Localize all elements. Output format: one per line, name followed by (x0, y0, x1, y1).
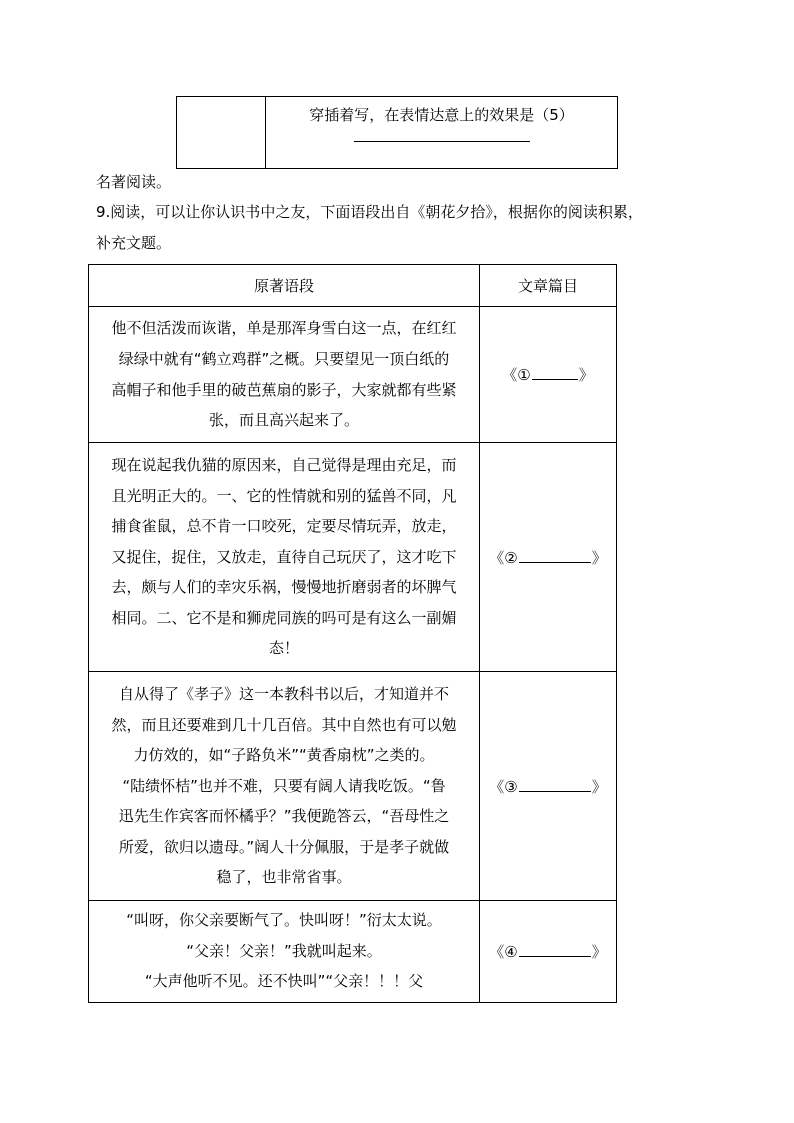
answer-blank[interactable] (519, 942, 591, 957)
excerpt-line: 现在说起我仇猫的原因来，自己觉得是理由充足，而 (111, 455, 457, 474)
title-cell (480, 307, 617, 443)
table-header-row (89, 265, 617, 307)
answer-blank[interactable] (519, 548, 591, 563)
title-cell (480, 443, 617, 672)
excerpt-line: “叫呀，你父亲要断气了。快叫呀！”衍太太说。 (126, 911, 442, 929)
excerpt-line: 相同。二、它不是和狮虎同族的吗可是有这么一副媚 (111, 608, 457, 627)
excerpt-line: “父亲！父亲！”我就叫起来。 (186, 941, 382, 960)
excerpt-line: 然，而且还要难到几十几百倍。其中自然也有可以勉 (111, 715, 457, 734)
title-prefix: 《③ (489, 777, 518, 796)
excerpt-line: 所爱，欲归以遗母。”阔人十分佩服，于是孝子就做 (118, 837, 450, 856)
question-9-text: 9.阅读，可以让你认识书中之友，下面语段出自《朝花夕拾》，根据你的阅读积累， (96, 203, 643, 221)
question-9-text-continued: 补充文题。 (96, 234, 172, 252)
excerpt-line: 稳了，也非常省事。 (216, 868, 352, 887)
title-suffix: 》 (591, 777, 607, 796)
title-suffix: 》 (591, 548, 607, 567)
excerpt-cell (89, 672, 480, 901)
title-suffix: 》 (578, 366, 594, 384)
excerpt-line: “大声他听不见。还不快叫”“父亲！！！父 (144, 972, 424, 991)
title-cell (480, 672, 617, 901)
excerpt-line: “陆绩怀桔”也并不难，只要有阔人请我吃饭。“鲁 (122, 776, 446, 795)
reading-table (88, 264, 617, 1003)
table-row (89, 307, 617, 443)
excerpt-line: 张，而且高兴起来了。 (208, 411, 359, 430)
title-prefix: 《② (489, 548, 518, 567)
answer-blank[interactable] (519, 777, 591, 792)
section-title: 名著阅读。 (96, 173, 172, 191)
column-header-excerpt: 原著语段 (89, 265, 480, 307)
excerpt-cell (89, 901, 480, 1003)
table-row (177, 97, 618, 169)
excerpt-cell (89, 443, 480, 672)
excerpt-line: 态！ (268, 639, 299, 658)
column-header-title: 文章篇目 (480, 265, 617, 307)
excerpt-line: 力仿效的，如“子路负米”“黄香扇枕”之类的。 (133, 746, 435, 765)
effect-question-text: 穿插着写，在表情达意上的效果是（5） (309, 106, 574, 124)
table-row (89, 901, 617, 1003)
excerpt-line: 绿绿中就有“鹤立鸡群”之概。只要望见一顶白纸的 (118, 349, 450, 368)
table-row (89, 443, 617, 672)
excerpt-cell (89, 307, 480, 443)
excerpt-line: 捕食雀鼠，总不肯一口咬死，定要尽情玩弄，放走， (111, 517, 457, 536)
title-prefix: 《④ (489, 943, 518, 961)
excerpt-line: 高帽子和他手里的破芭蕉扇的影子，大家就都有些紧 (111, 380, 457, 399)
effect-question-cell (266, 97, 618, 169)
table-row (89, 672, 617, 901)
title-cell (480, 901, 617, 1003)
title-prefix: 《① (502, 366, 531, 384)
answer-blank[interactable] (354, 141, 530, 142)
excerpt-line: 且光明正大的。一、它的性情就和别的猛兽不同，凡 (111, 486, 457, 505)
excerpt-line: 自从得了《孝子》这一本教科书以后，才知道并不 (118, 684, 449, 703)
top-table-fragment (176, 96, 618, 169)
excerpt-line: 迅先生作宾客而怀橘乎？”我便跪答云，“吾母性之 (118, 807, 450, 826)
answer-blank[interactable] (532, 365, 578, 380)
empty-cell (177, 97, 266, 169)
excerpt-line: 去，颇与人们的幸灾乐祸，慢慢地折磨弱者的坏脾气 (111, 578, 457, 597)
excerpt-line: 他不但活泼而诙谐，单是那浑身雪白这一点，在红红 (111, 319, 457, 338)
title-suffix: 》 (591, 943, 607, 961)
excerpt-line: 又捉住，捉住，又放走，直待自己玩厌了，这才吃下 (111, 547, 457, 566)
